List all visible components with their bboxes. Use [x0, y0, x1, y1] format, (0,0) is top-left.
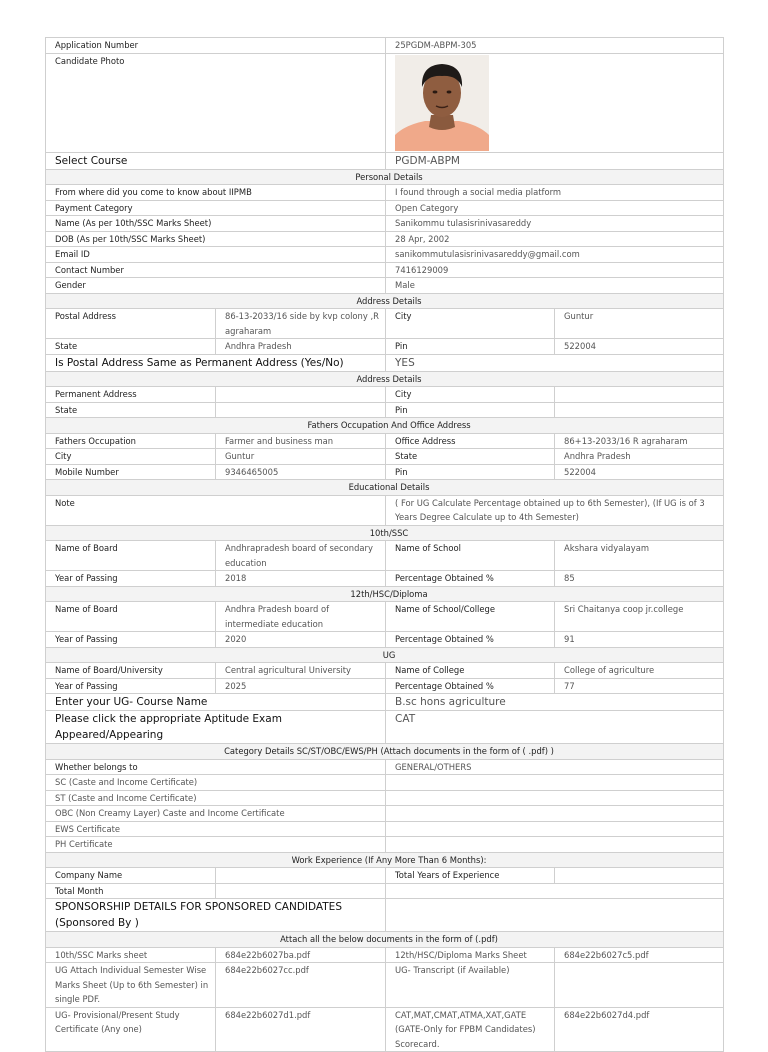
application-form-table	[45, 37, 724, 1052]
postal-city-value: Guntur	[555, 309, 724, 339]
table-row	[46, 38, 724, 54]
sc-certificate-value	[386, 775, 724, 791]
ug-board-label: Name of Board/University	[46, 663, 216, 679]
section-row	[46, 647, 724, 663]
ssc-heading: 10th/SSC	[46, 525, 724, 541]
father-pin-value: 522004	[555, 464, 724, 480]
hsc-marks-file[interactable]: 684e22b6027c5.pdf	[555, 947, 724, 963]
gender-label: Gender	[46, 278, 386, 294]
table-row	[46, 200, 724, 216]
section-row	[46, 418, 724, 434]
section-row	[46, 371, 724, 387]
permanent-city-label: City	[386, 387, 555, 403]
select-course-value: PGDM-ABPM	[386, 152, 724, 169]
table-row	[46, 53, 724, 152]
section-row	[46, 169, 724, 185]
ug-year-label: Year of Passing	[46, 678, 216, 694]
candidate-photo-cell	[386, 53, 724, 152]
hsc-marks-label: 12th/HSC/Diploma Marks Sheet	[386, 947, 555, 963]
table-row	[46, 947, 724, 963]
permanent-state-label: State	[46, 402, 216, 418]
table-row	[46, 899, 724, 932]
father-city-label: City	[46, 449, 216, 465]
table-row	[46, 278, 724, 294]
table-row	[46, 821, 724, 837]
table-row	[46, 790, 724, 806]
contact-label: Contact Number	[46, 262, 386, 278]
ug-percentage-value: 77	[555, 678, 724, 694]
table-row	[46, 1007, 724, 1052]
ug-heading: UG	[46, 647, 724, 663]
postal-address-heading: Address Details	[46, 293, 724, 309]
ug-percentage-label: Percentage Obtained %	[386, 678, 555, 694]
sponsorship-label: SPONSORSHIP DETAILS FOR SPONSORED CANDIDATES (Sponsored By )	[46, 899, 386, 932]
section-row	[46, 744, 724, 760]
ug-provisional-label: UG- Provisional/Present Study Certificate (Any one)	[46, 1007, 216, 1052]
table-row	[46, 185, 724, 201]
table-row	[46, 433, 724, 449]
ssc-school-label: Name of School	[386, 541, 555, 571]
ug-college-label: Name of College	[386, 663, 555, 679]
documents-heading: Attach all the below documents in the form of (.pdf)	[46, 932, 724, 948]
table-row	[46, 678, 724, 694]
scorecard-file[interactable]: 684e22b6027d4.pdf	[555, 1007, 724, 1052]
ug-course-value: B.sc hons agriculture	[386, 694, 724, 711]
note-value: ( For UG Calculate Percentage obtained up to 6th Semester), (If UG is of 3 Years Degree Calculate up to 4th Semester)	[386, 495, 724, 525]
table-row	[46, 541, 724, 571]
application-number-value: 25PGDM-ABPM-305	[386, 38, 724, 54]
sc-certificate-label: SC (Caste and Income Certificate)	[46, 775, 386, 791]
table-row	[46, 602, 724, 632]
table-row	[46, 694, 724, 711]
ug-semester-marks-label: UG Attach Individual Semester Wise Marks Sheet (Up to 6th Semester) in single PDF.	[46, 963, 216, 1008]
st-certificate-label: ST (Caste and Income Certificate)	[46, 790, 386, 806]
postal-pin-label: Pin	[386, 339, 555, 355]
hsc-percentage-label: Percentage Obtained %	[386, 632, 555, 648]
ug-transcript-file	[555, 963, 724, 1008]
ssc-year-label: Year of Passing	[46, 571, 216, 587]
postal-state-value: Andhra Pradesh	[216, 339, 386, 355]
table-row	[46, 963, 724, 1008]
ssc-percentage-value: 85	[555, 571, 724, 587]
postal-address-value: 86-13-2033/16 side by kvp colony ,R agraharam	[216, 309, 386, 339]
source-label: From where did you come to know about IIPMB	[46, 185, 386, 201]
father-state-label: State	[386, 449, 555, 465]
aptitude-exam-value: CAT	[386, 711, 724, 744]
table-row	[46, 216, 724, 232]
hsc-year-value: 2020	[216, 632, 386, 648]
table-row	[46, 883, 724, 899]
table-row	[46, 402, 724, 418]
same-address-value: YES	[386, 354, 724, 371]
postal-state-label: State	[46, 339, 216, 355]
section-row	[46, 932, 724, 948]
category-heading: Category Details SC/ST/OBC/EWS/PH (Attach documents in the form of ( .pdf) )	[46, 744, 724, 760]
total-years-value	[555, 868, 724, 884]
hsc-board-label: Name of Board	[46, 602, 216, 632]
section-row	[46, 852, 724, 868]
hsc-heading: 12th/HSC/Diploma	[46, 586, 724, 602]
total-month-filler	[386, 883, 724, 899]
st-certificate-value	[386, 790, 724, 806]
ews-certificate-value	[386, 821, 724, 837]
father-mobile-label: Mobile Number	[46, 464, 216, 480]
father-occupation-label: Fathers Occupation	[46, 433, 216, 449]
ug-provisional-file[interactable]: 684e22b6027d1.pdf	[216, 1007, 386, 1052]
hsc-year-label: Year of Passing	[46, 632, 216, 648]
table-row	[46, 663, 724, 679]
father-city-value: Guntur	[216, 449, 386, 465]
father-state-value: Andhra Pradesh	[555, 449, 724, 465]
table-row	[46, 837, 724, 853]
total-years-label: Total Years of Experience	[386, 868, 555, 884]
education-heading: Educational Details	[46, 480, 724, 496]
company-name-label: Company Name	[46, 868, 216, 884]
postal-city-label: City	[386, 309, 555, 339]
table-row	[46, 759, 724, 775]
father-mobile-value: 9346465005	[216, 464, 386, 480]
table-row	[46, 262, 724, 278]
table-row	[46, 806, 724, 822]
table-row	[46, 711, 724, 744]
gender-value: Male	[386, 278, 724, 294]
table-row	[46, 247, 724, 263]
payment-category-label: Payment Category	[46, 200, 386, 216]
postal-pin-value: 522004	[555, 339, 724, 355]
hsc-school-label: Name of School/College	[386, 602, 555, 632]
table-row	[46, 449, 724, 465]
table-row	[46, 354, 724, 371]
ug-course-label: Enter your UG- Course Name	[46, 694, 386, 711]
ph-certificate-value	[386, 837, 724, 853]
total-month-label: Total Month	[46, 883, 216, 899]
table-row	[46, 868, 724, 884]
permanent-pin-value	[555, 402, 724, 418]
ssc-marks-file[interactable]: 684e22b6027ba.pdf	[216, 947, 386, 963]
belongs-to-label: Whether belongs to	[46, 759, 386, 775]
application-number-label: Application Number	[46, 38, 386, 54]
table-row	[46, 571, 724, 587]
work-experience-heading: Work Experience (If Any More Than 6 Months):	[46, 852, 724, 868]
contact-value: 7416129009	[386, 262, 724, 278]
ug-board-value: Central agricultural University	[216, 663, 386, 679]
permanent-city-value	[555, 387, 724, 403]
office-address-label: Office Address	[386, 433, 555, 449]
section-row	[46, 586, 724, 602]
office-address-value: 86+13-2033/16 R agraharam	[555, 433, 724, 449]
total-month-value	[216, 883, 386, 899]
company-name-value	[216, 868, 386, 884]
email-label: Email ID	[46, 247, 386, 263]
table-row	[46, 775, 724, 791]
ug-transcript-label: UG- Transcript (if Available)	[386, 963, 555, 1008]
table-row	[46, 231, 724, 247]
postal-address-label: Postal Address	[46, 309, 216, 339]
dob-label: DOB (As per 10th/SSC Marks Sheet)	[46, 231, 386, 247]
table-row	[46, 339, 724, 355]
same-address-label: Is Postal Address Same as Permanent Address (Yes/No)	[46, 354, 386, 371]
table-row	[46, 464, 724, 480]
dob-value: 28 Apr, 2002	[386, 231, 724, 247]
select-course-label: Select Course	[46, 152, 386, 169]
table-row	[46, 387, 724, 403]
permanent-address-label: Permanent Address	[46, 387, 216, 403]
ews-certificate-label: EWS Certificate	[46, 821, 386, 837]
candidate-photo	[395, 55, 489, 151]
section-row	[46, 480, 724, 496]
permanent-state-value	[216, 402, 386, 418]
obc-certificate-value	[386, 806, 724, 822]
permanent-address-value	[216, 387, 386, 403]
ssc-board-value: Andhrapradesh board of secondary education	[216, 541, 386, 571]
table-row	[46, 309, 724, 339]
section-row	[46, 293, 724, 309]
ssc-marks-label: 10th/SSC Marks sheet	[46, 947, 216, 963]
ug-year-value: 2025	[216, 678, 386, 694]
father-heading: Fathers Occupation And Office Address	[46, 418, 724, 434]
name-label: Name (As per 10th/SSC Marks Sheet)	[46, 216, 386, 232]
candidate-photo-label: Candidate Photo	[46, 53, 386, 152]
ssc-board-label: Name of Board	[46, 541, 216, 571]
permanent-address-heading: Address Details	[46, 371, 724, 387]
hsc-board-value: Andhra Pradesh board of intermediate education	[216, 602, 386, 632]
hsc-school-value: Sri Chaitanya coop jr.college	[555, 602, 724, 632]
hsc-percentage-value: 91	[555, 632, 724, 648]
ssc-school-value: Akshara vidyalayam	[555, 541, 724, 571]
table-row	[46, 632, 724, 648]
personal-details-heading: Personal Details	[46, 169, 724, 185]
ssc-year-value: 2018	[216, 571, 386, 587]
sponsorship-value	[386, 899, 724, 932]
aptitude-exam-label: Please click the appropriate Aptitude Exam Appeared/Appearing	[46, 711, 386, 744]
source-value: I found through a social media platform	[386, 185, 724, 201]
ssc-percentage-label: Percentage Obtained %	[386, 571, 555, 587]
belongs-to-value: GENERAL/OTHERS	[386, 759, 724, 775]
email-value: sanikommutulasisrinivasareddy@gmail.com	[386, 247, 724, 263]
ug-semester-marks-file[interactable]: 684e22b6027cc.pdf	[216, 963, 386, 1008]
table-row	[46, 495, 724, 525]
father-occupation-value: Farmer and business man	[216, 433, 386, 449]
father-pin-label: Pin	[386, 464, 555, 480]
table-row	[46, 152, 724, 169]
ug-college-value: College of agriculture	[555, 663, 724, 679]
obc-certificate-label: OBC (Non Creamy Layer) Caste and Income Certificate	[46, 806, 386, 822]
section-row	[46, 525, 724, 541]
name-value: Sanikommu tulasisrinivasareddy	[386, 216, 724, 232]
payment-category-value: Open Category	[386, 200, 724, 216]
ph-certificate-label: PH Certificate	[46, 837, 386, 853]
permanent-pin-label: Pin	[386, 402, 555, 418]
note-label: Note	[46, 495, 386, 525]
scorecard-label: CAT,MAT,CMAT,ATMA,XAT,GATE (GATE-Only for FPBM Candidates) Scorecard.	[386, 1007, 555, 1052]
